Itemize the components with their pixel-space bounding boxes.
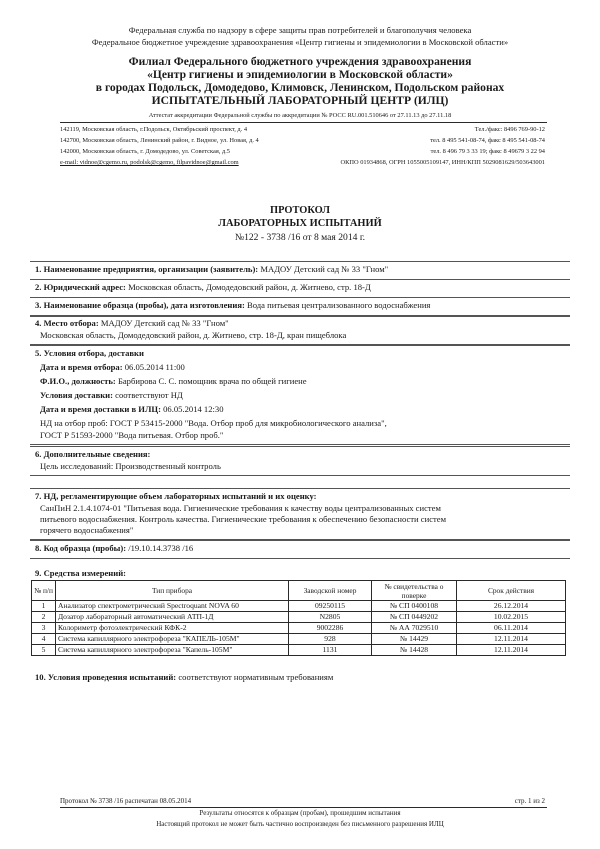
section-3	[35, 300, 430, 310]
section-2-label: 2. Юридический адрес:	[35, 282, 126, 292]
section-4-address: Московская область, Домодедовский район, д. Житнево, стр. 18-Д, кран пищеблока	[40, 330, 347, 340]
table-header-cell: № свидетельства о поверке	[372, 581, 457, 601]
protocol-subtitle: ЛАБОРАТОРНЫХ ИСПЫТАНИЙ	[218, 218, 382, 229]
section-10-value: соответствуют нормативным требованиям	[178, 672, 334, 682]
table-row	[32, 645, 566, 656]
section-6-value: Цель исследований: Производственный контроль	[40, 461, 221, 471]
table-row	[32, 634, 566, 645]
delivery-date	[40, 404, 224, 414]
footer-divider	[60, 807, 547, 808]
footer-printed: Протокол № 3738 /16 распечатан 08.05.2014	[60, 797, 192, 805]
delivery-conditions-value: соответствуют НД	[115, 390, 183, 400]
header-bold-2: «Центр гигиены и эпидемиологии в Московской области»	[147, 68, 453, 81]
email-line: e-mail: vidnoe@cgemo.ru, podolsk@cgemo, filpavidnoe@gmail.com	[60, 159, 239, 166]
table-cell: Колориметр фотоэлектрический КФК-2	[56, 623, 289, 634]
table-cell: N2805	[289, 612, 372, 623]
table-cell: 5	[32, 645, 56, 656]
delivery-conditions	[40, 390, 183, 400]
section-7-line-3: горячего водоснабжения"	[40, 525, 134, 535]
footer-page-number: стр. 1 из 2	[514, 797, 545, 805]
header-line-1: Федеральная служба по надзору в сфере защиты прав потребителей и благополучия человека	[128, 25, 472, 35]
table-cell: № 14428	[372, 645, 457, 656]
table-cell: 4	[32, 634, 56, 645]
section-10	[35, 672, 333, 682]
table-cell: Система капиллярного электрофореза "Капель-105М"	[56, 645, 289, 656]
table-header-cell: Срок действия	[457, 581, 566, 601]
section-8	[35, 543, 193, 553]
table-header-cell: Тип прибора	[56, 581, 289, 601]
table-cell: Дозатор лабораторный автоматический АТП-1Д	[56, 612, 289, 623]
section-5-label: 5. Условия отбора, доставки	[35, 348, 144, 358]
delivery-date-label: Дата и время доставки в ИЛЦ:	[40, 404, 161, 414]
table-cell: 10.02.2015	[457, 612, 566, 623]
header-line-2: Федеральное бюджетное учреждение здравоохранения «Центр гигиены и эпидемиологии в Московской области»	[91, 37, 509, 47]
section-7-label: 7. НД, регламентирующие объем лабораторных испытаний и их оценку:	[35, 491, 317, 501]
section-7-line-2: питьевого водоснабжения. Контроль качества. Гигиенические требования к обеспечению безопасности систем	[40, 514, 447, 524]
sampler-name-label: Ф.И.О., должность:	[40, 376, 116, 386]
sampling-standard-1: НД на отбор проб: ГОСТ Р 53415-2000 "Вода. Отбор проб для микробиологического анализа",	[40, 418, 387, 428]
section-1-value: МАДОУ Детский сад № 33 "Гном"	[260, 264, 389, 274]
sampling-standard-2: ГОСТ Р 51593-2000 "Вода питьевая. Отбор проб."	[40, 430, 224, 440]
section-2-value: Московская область, Домодедовский район, д. Житнево, стр. 18-Д	[128, 282, 371, 292]
table-cell: № СП 0400108	[372, 601, 457, 612]
tel-vidnoe: тел. 8 495 541-08-74, факс 8 495 541-08-74	[430, 137, 545, 144]
tel-domodedovo: тел. 8 496 79 3 33 19; факс 8 49679 3 22 94	[430, 148, 545, 155]
attestat-line: Аттестат аккредитации Федеральной службы по аккредитации № РОСС RU.001.510646 от 27.11.13 до 27.11.18	[148, 112, 452, 119]
table-cell: 1131	[289, 645, 372, 656]
delivery-conditions-label: Условия доставки:	[40, 390, 113, 400]
table-cell: 26.12.2014	[457, 601, 566, 612]
section-8-label: 8. Код образца (пробы):	[35, 543, 127, 553]
header-bold-1: Филиал Федерального бюджетного учреждения здравоохранения	[128, 55, 472, 68]
section-1	[35, 264, 388, 274]
table-cell: 06.11.2014	[457, 623, 566, 634]
sampler-name-value: Барбирова С. С. помощник врача по общей гигиене	[117, 376, 307, 386]
section-4-value: МАДОУ Детский сад № 33 "Гном"	[100, 318, 229, 328]
table-cell: Система капиллярного электрофореза "КАПЕЛЬ-105М"	[56, 634, 289, 645]
table-header-cell: Заводской номер	[289, 581, 372, 601]
footer-note-2: Настоящий протокол не может быть частично воспроизведен без письменного разрешения ИЛЦ	[156, 820, 444, 828]
section-3-value: Вода питьевая централизованного водоснабжения	[247, 300, 431, 310]
sampler-name	[40, 376, 307, 386]
table-cell: № СП 0449202	[372, 612, 457, 623]
table-cell: 3	[32, 623, 56, 634]
protocol-title: ПРОТОКОЛ	[270, 205, 330, 216]
address-domodedovo: 142000, Московская область, г. Домодедово, ул. Советская, д.5	[60, 148, 231, 155]
section-4-label: 4. Место отбора:	[35, 318, 99, 328]
table-cell: № 14429	[372, 634, 457, 645]
header-divider	[60, 122, 547, 123]
measurement-instruments-table	[31, 580, 566, 656]
delivery-date-value: 06.05.2014 12:30	[163, 404, 224, 414]
header-bold-4: ИСПЫТАТЕЛЬНЫЙ ЛАБОРАТОРНЫЙ ЦЕНТР (ИЛЦ)	[151, 94, 449, 107]
table-cell: 2	[32, 612, 56, 623]
table-cell: 12.11.2014	[457, 634, 566, 645]
table-row	[32, 601, 566, 612]
section-10-label: 10. Условия проведения испытаний:	[35, 672, 177, 682]
tel-podolsk: Тел./факс: 8496 769-90-12	[474, 126, 545, 133]
table-cell: 1	[32, 601, 56, 612]
table-cell: 09250115	[289, 601, 372, 612]
section-3-label: 3. Наименование образца (пробы), дата изготовления:	[35, 300, 245, 310]
section-7-line-1: СанПиН 2.1.4.1074-01 "Питьевая вода. Гигиенические требования к качеству воды централизованных систем	[40, 503, 441, 513]
header-bold-3: в городах Подольск, Домодедово, Климовск, Ленинском, Подольском районах	[95, 81, 505, 94]
section-9-label: 9. Средства измерений:	[35, 568, 127, 578]
table-cell: 928	[289, 634, 372, 645]
table-header-row	[32, 581, 566, 601]
table-cell: № АА 7029510	[372, 623, 457, 634]
protocol-number: №122 - 3738 /16 от 8 мая 2014 г.	[234, 232, 366, 243]
table-header-cell: № п/п	[32, 581, 56, 601]
table-cell: 12.11.2014	[457, 645, 566, 656]
table-row	[32, 612, 566, 623]
sampling-date-value: 06.05.2014 11:00	[124, 362, 185, 372]
table-row	[32, 623, 566, 634]
address-vidnoe: 142700, Московская область, Ленинский район, г. Видное, ул. Новая, д. 4	[60, 137, 259, 144]
sampling-date	[40, 362, 185, 372]
section-2	[35, 282, 371, 292]
okpo-line: ОКПО 01934868, ОГРН 1055005109147, ИНН/КПП 5029081629/503643001	[340, 159, 545, 166]
section-6-label: 6. Дополнительные сведения:	[35, 449, 151, 459]
section-1-label: 1. Наименование предприятия, организации (заявитель):	[35, 264, 259, 274]
footer-note-1: Результаты относятся к образцам (пробам), прошедшим испытания	[199, 809, 401, 817]
table-cell: 9002286	[289, 623, 372, 634]
table-cell: Анализатор спектрометрический Spectroquant NOVA 60	[56, 601, 289, 612]
section-8-value: /19.10.14.3738 /16	[128, 543, 194, 553]
sampling-date-label: Дата и время отбора:	[40, 362, 123, 372]
section-4	[35, 318, 229, 328]
address-podolsk: 142119, Московская область, г.Подольск, Октябрьский проспект, д. 4	[60, 126, 248, 133]
